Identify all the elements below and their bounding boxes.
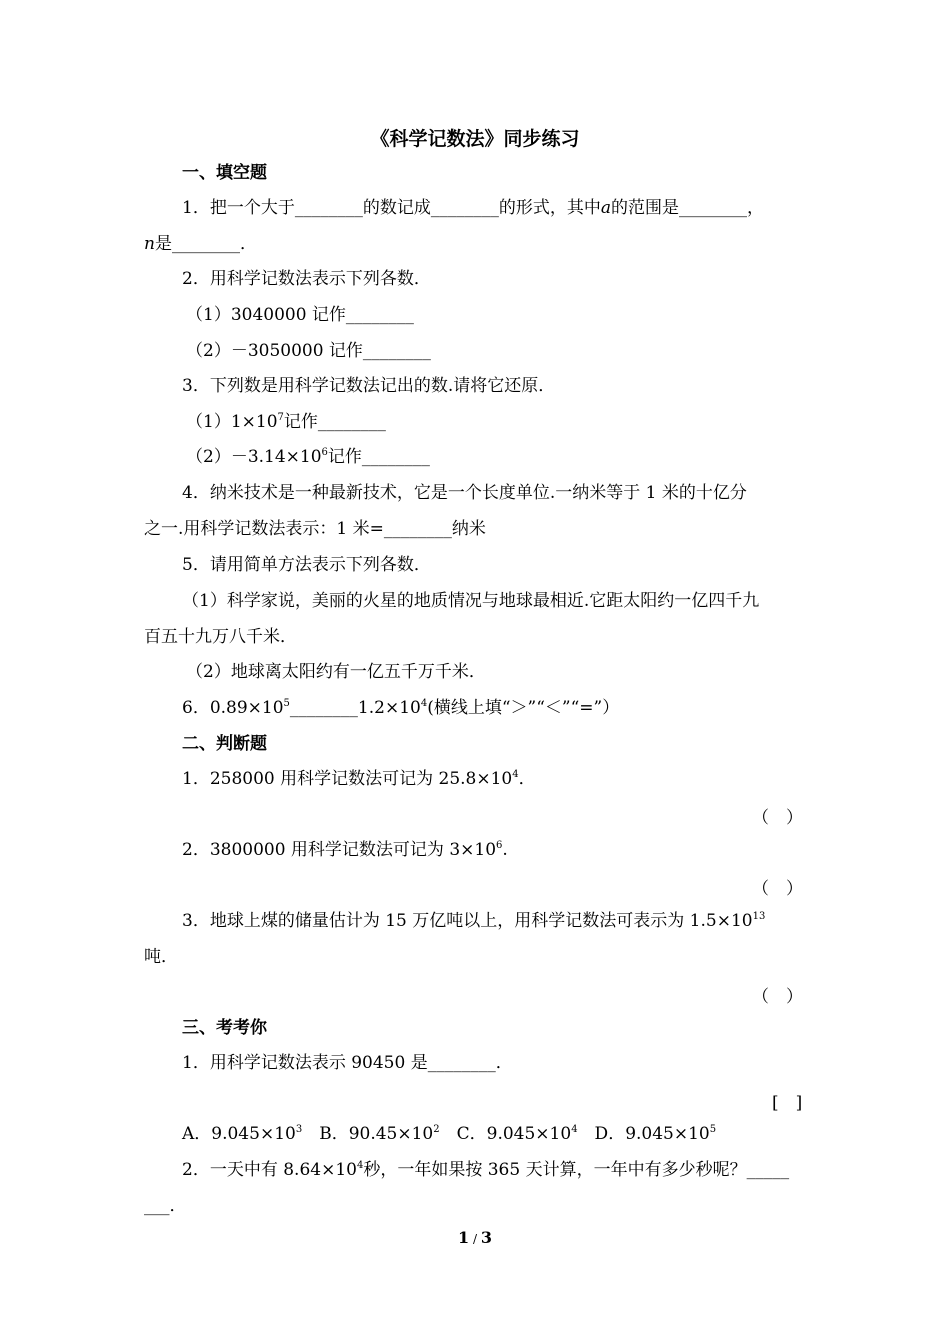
question-1-5-1: （1）科学家说，美丽的火星的地质情况与地球最相近.它距太阳约一亿四千九	[182, 591, 760, 611]
question-text: （2）－3.14×10	[186, 447, 322, 467]
question-1-4: 4．纳米技术是一种最新技术，它是一个长度单位.一纳米等于 1 米的十亿分	[182, 483, 747, 503]
question-text: 记作________	[283, 412, 386, 432]
question-text: ．	[518, 769, 536, 789]
question-text: 6．0.89×10	[182, 698, 284, 718]
exponent: 4	[571, 1124, 578, 1135]
question-1-2-2: （2）－3050000 记作________	[186, 341, 431, 361]
question-text: 2．一天中有 8.64×10	[182, 1160, 357, 1180]
question-2-1	[182, 768, 536, 790]
exponent: 7	[277, 412, 284, 423]
question-1-2: 2．用科学记数法表示下列各数．	[182, 269, 431, 289]
question-1-5-2: （2）地球离太阳约有一亿五千万千米．	[186, 662, 486, 682]
question-1-3-2	[186, 446, 430, 468]
page-number	[0, 1228, 950, 1247]
option-a: A．9.045×10	[182, 1124, 296, 1144]
question-1-1-cont	[144, 233, 257, 255]
question-text: ________1.2×10	[289, 698, 421, 718]
variable-n: n	[144, 234, 155, 254]
question-2-3-cont: 吨．	[144, 947, 178, 967]
answer-paren: （ ）	[752, 879, 803, 899]
question-3-1-options	[182, 1123, 716, 1145]
question-text: 3．地球上煤的储量估计为 15 万亿吨以上，用科学记数法可表示为 1.5×10	[182, 911, 753, 931]
exponent: 4	[420, 698, 428, 709]
question-1-5: 5．请用简单方法表示下列各数．	[182, 555, 431, 575]
question-1-4-cont: 之一.用科学记数法表示：1 米=________纳米	[144, 519, 486, 539]
question-1-1	[182, 197, 764, 219]
exponent: 3	[295, 1124, 303, 1135]
variable-a: a	[600, 198, 611, 218]
question-text: 的范围是________，	[610, 198, 764, 218]
question-1-3: 3．下列数是用科学记数法记出的数.请将它还原．	[182, 376, 556, 396]
question-3-1: 1．用科学记数法表示 90450 是________．	[182, 1053, 513, 1073]
total-pages: 3	[480, 1228, 492, 1247]
exponent: 6	[496, 840, 503, 851]
option-c: C．9.045×10	[439, 1124, 572, 1144]
current-page: 1	[458, 1228, 470, 1247]
question-text: 记作________	[327, 447, 430, 467]
question-text: (横线上填“＞”“＜”“=”）	[427, 698, 620, 718]
question-1-2-1: （1）3040000 记作________	[186, 305, 414, 325]
section-heading-true-false: 二、判断题	[182, 734, 267, 754]
exponent: 2	[433, 1124, 440, 1135]
answer-bracket: [ ]	[772, 1093, 803, 1113]
question-text: .	[502, 840, 508, 860]
question-text: 1．258000 用科学记数法可记为 25.8×10	[182, 769, 513, 789]
question-text: 秒，一年如果按 365 天计算，一年中有多少秒呢？_____	[363, 1160, 790, 1180]
exponent: 6	[321, 447, 328, 458]
option-b: B．90.45×10	[302, 1124, 434, 1144]
section-heading-quiz: 三、考考你	[182, 1018, 267, 1038]
exponent: 13	[752, 911, 766, 922]
answer-paren: （ ）	[752, 808, 803, 828]
option-d: D．9.045×10	[577, 1124, 710, 1144]
section-heading-fill-in: 一、填空题	[182, 163, 267, 183]
question-1-6	[182, 697, 619, 719]
answer-paren: （ ）	[752, 987, 803, 1007]
exponent: 4	[356, 1160, 364, 1171]
question-text: （1）1×10	[186, 412, 278, 432]
exponent: 5	[709, 1124, 717, 1135]
question-text: 2．3800000 用科学记数法可记为 3×10	[182, 840, 497, 860]
question-1-5-1-cont: 百五十九万八千米．	[144, 627, 297, 647]
question-1-3-1	[186, 411, 386, 433]
question-2-2	[182, 839, 508, 861]
exponent: 5	[283, 698, 290, 709]
exponent: 4	[512, 769, 519, 780]
question-3-2	[182, 1159, 789, 1181]
question-text: 是________．	[154, 234, 257, 254]
question-text: 1．把一个大于________的数记成________的形式，其中	[182, 198, 601, 218]
page-title: 《科学记数法》同步练习	[370, 128, 580, 150]
question-3-2-cont: ___．	[144, 1196, 187, 1216]
question-2-3	[182, 910, 765, 932]
page-separator: /	[469, 1232, 481, 1246]
